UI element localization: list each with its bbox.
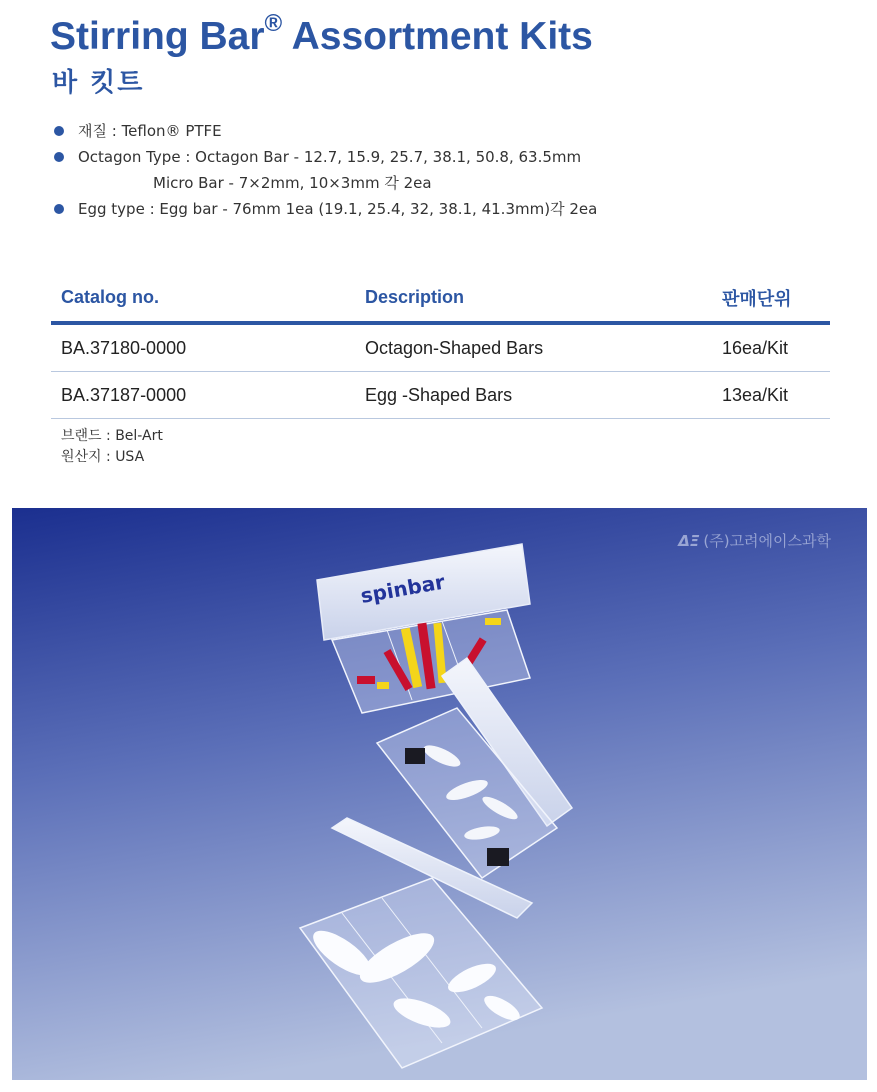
box-brand-label: spinbar	[358, 569, 447, 608]
cell-catalog: BA.37187-0000	[61, 384, 187, 405]
watermark: ΔΞ (주)고려에이스과학	[678, 532, 831, 550]
bullet-icon	[54, 126, 64, 136]
product-photo	[12, 508, 867, 1080]
bullet-icon	[54, 204, 64, 214]
cell-catalog: BA.37180-0000	[61, 337, 187, 358]
company-logo-icon: ΔΞ	[678, 532, 700, 550]
cell-description: Egg -Shaped Bars	[365, 384, 513, 405]
cell-description: Octagon-Shaped Bars	[365, 337, 544, 358]
product-photo-illustration	[12, 508, 867, 1080]
origin-text: 원산지 : USA	[61, 449, 145, 465]
table-row	[51, 372, 830, 419]
brand-text: 브랜드 : Bel-Art	[61, 428, 163, 444]
spec-list	[54, 118, 597, 222]
product-meta	[61, 426, 163, 468]
header-description: Description	[365, 287, 465, 307]
page-subtitle: 바 킷트	[52, 68, 145, 98]
spec-material: 재질 : Teflon® PTFE	[54, 118, 597, 144]
spec-micro: Micro Bar - 7×2mm, 10×3mm 각 2ea	[153, 174, 432, 192]
table-row	[51, 325, 830, 372]
cell-unit: 16ea/Kit	[722, 337, 789, 358]
bullet-icon	[54, 152, 64, 162]
table-header	[51, 274, 830, 325]
spec-egg: Egg type : Egg bar - 76mm 1ea (19.1, 25.4, 32, 38.1, 41.3mm)각 2ea	[54, 196, 597, 222]
spec-octagon: Octagon Type : Octagon Bar - 12.7, 15.9, 25.7, 38.1, 50.8, 63.5mm	[54, 144, 597, 170]
cell-unit: 13ea/Kit	[722, 384, 789, 405]
header-catalog: Catalog no.	[61, 287, 159, 307]
catalog-table	[51, 274, 830, 419]
header-unit: 판매단위	[722, 288, 792, 309]
page-title: Stirring Bar® Assortment Kits	[50, 10, 593, 58]
